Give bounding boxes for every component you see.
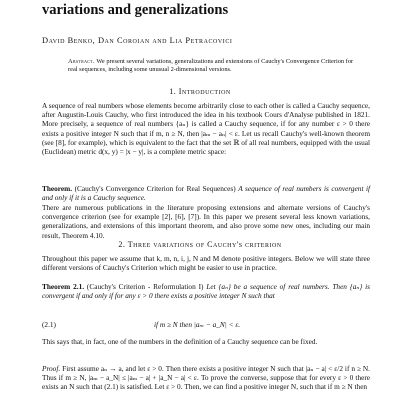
theorem-2-1-statement: Let {aₙ} be a sequence of real numbers. Then {aₙ} is convergent if and only if for any ε > 0 there exists a positive integer N such that (42, 282, 370, 301)
abstract-label: Abstract. (68, 58, 95, 65)
theorem-label: Theorem. (42, 184, 73, 193)
author-list: David Benko, Dan Coroian and Lia Petracovici (42, 36, 233, 45)
abstract-text: We present several variations, generalizations and extensions of Cauchy's Convergence Criterion for real sequences, including some unusual 2-dimensional versions. (68, 58, 354, 74)
section-heading-variations: 2. Three variations of Cauchy's criterion (118, 240, 282, 249)
paper-title (42, 0, 277, 19)
abstract (68, 58, 360, 74)
theorem-2-1-label: Theorem 2.1. (42, 282, 85, 291)
proof-text-converse: To prove the converse, suppose that for every ε > 0 there exists an N such that (2.1) is satisfied. Let ε > 0. Then, we can find a positive integer N, such that if m ≥ N then (42, 373, 371, 392)
theorem-statement: A sequence of real numbers is convergent if and only if it is a Cauchy sequence. (42, 184, 371, 203)
assumptions-paragraph: Throughout this paper we assume that k, m, n, i, j, N and M denote positive integers. Below we will state three different versions of Cauchy's Criterion which might be easier to use in practice. (42, 254, 370, 273)
theorem-2-1 (42, 282, 370, 300)
proof-text: First assume aₙ → a, and let ε > 0. Then there exists a positive integer N such that |aₙ − a| < ε/2 if n ≥ N. Thus if m ≥ N, |aₘ − a_N| ≤ |aₘ − a| + |a_N − a| < ε. (42, 364, 370, 383)
cauchy-theorem (42, 184, 370, 202)
equation-number: (2.1) (42, 320, 56, 329)
literature-paragraph: There are numerous publications in the literature proposing extensions and alternate versions of Cauchy's convergence criterion (see for example [2], [6], [7]). In this paper we present several less known variations, generalizations, and extensions of this important theorem, and also prove some new ones, including our main result, Theorem 4.10. (42, 203, 370, 240)
theorem-name: (Cauchy's Convergence Criterion for Real Sequences) (74, 184, 236, 193)
equation-body: if m ≥ N then |aₘ − a_N| < ε. (154, 320, 241, 329)
theorem-2-1-name: (Cauchy's Criterion - Reformulation I) (86, 282, 204, 291)
section-heading-introduction: 1. Introduction (169, 87, 231, 96)
title-line-2: variations and generalizations (42, 2, 229, 18)
proof-label: Proof. (42, 364, 61, 373)
title-line-1-clipped (42, 0, 277, 1)
proof-paragraph (42, 364, 370, 392)
remark-paragraph: This says that, in fact, one of the numbers in the definition of a Cauchy sequence can be fixed. (42, 337, 318, 346)
intro-paragraph: A sequence of real numbers whose elements become arbitrarily close to each other is called a Cauchy sequence, after Augustin-Louis Cauchy, who first introduced the idea in his textbook Cours d'Analyse published in 1821. More precisely, a sequence of real numbers {aₙ} is called a Cauchy sequence, if for any number ε > 0 there exists a positive integer N such that if m, n ≥ N, then |aₘ − aₙ| < ε. Let us recall Cauchy's well-known theorem (see [8], for example), which is equivalent to the fact that the set ℝ of all real numbers, equipped with the usual (Euclidean) metric d(x, y) = |x − y|, is a complete metric space: (42, 101, 370, 157)
